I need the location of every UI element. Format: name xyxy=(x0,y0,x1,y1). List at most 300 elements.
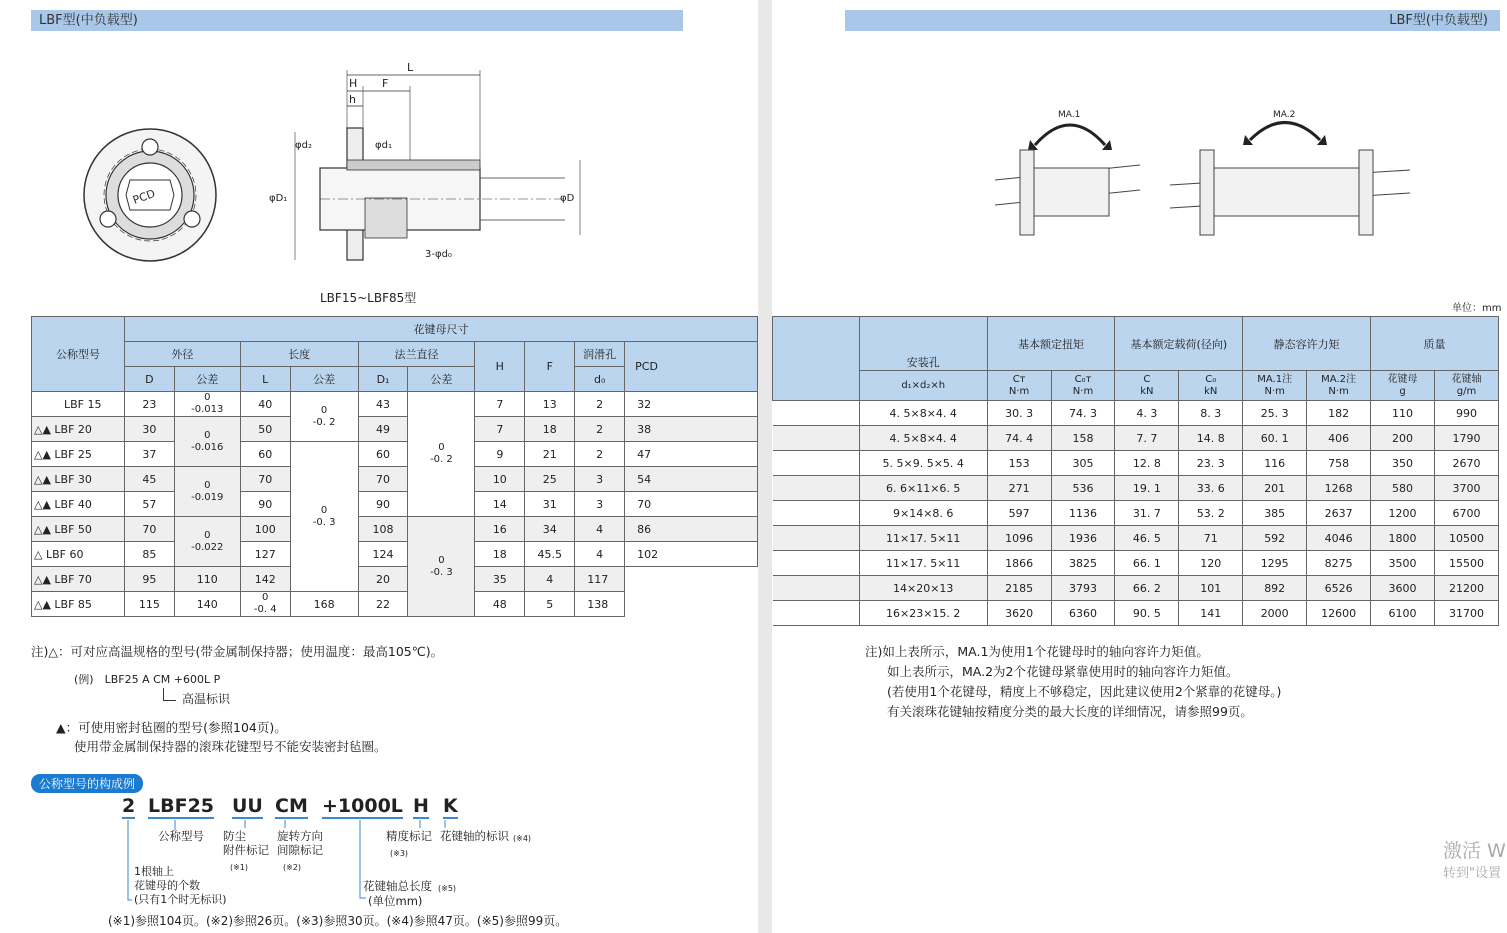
H-cell: 7 xyxy=(475,417,525,442)
value-cell: 3600 xyxy=(1371,576,1435,601)
tolerance-cell xyxy=(408,517,475,617)
table-row xyxy=(32,417,758,442)
table-row xyxy=(773,551,1499,576)
th-H: H xyxy=(475,342,525,392)
dim-H: H xyxy=(349,77,358,90)
PCD-cell: 86 xyxy=(625,517,758,542)
value-cell: 46. 5 xyxy=(1115,526,1179,551)
PCD-cell: 47 xyxy=(625,442,758,467)
table-row xyxy=(32,567,758,592)
d0-cell: 3 xyxy=(575,467,625,492)
tol-lower: -0. 2 xyxy=(430,454,453,465)
part-model: LBF25 xyxy=(148,795,215,817)
value-cell: 200 xyxy=(1371,426,1435,451)
side-section-drawing xyxy=(265,60,595,270)
th-sub-3 xyxy=(1179,371,1243,401)
part-dust: UU xyxy=(232,795,263,817)
d0-cell: 4 xyxy=(575,517,625,542)
part-precision: H xyxy=(413,795,429,817)
value-cell: 1295 xyxy=(1243,551,1307,576)
model-cell: △▲ LBF 40 xyxy=(32,492,125,517)
th-right-blank xyxy=(773,317,860,401)
th-F: F xyxy=(525,342,575,392)
table-row xyxy=(32,442,758,467)
sub-symbol: MA.2注 xyxy=(1321,373,1357,385)
L-cell: 60 xyxy=(240,442,290,467)
table-row xyxy=(773,401,1499,426)
tolerance-cell xyxy=(408,392,475,517)
D-cell: 23 xyxy=(124,392,174,417)
watermark-line2: 转到"设置 xyxy=(1443,866,1501,881)
d0-cell: 3 xyxy=(575,492,625,517)
tol-upper: 0 xyxy=(438,442,445,453)
value-cell: 30. 3 xyxy=(987,401,1051,426)
D1-cell: 49 xyxy=(358,417,408,442)
sub-symbol: 花键轴 xyxy=(1451,373,1482,385)
value-cell: 21200 xyxy=(1434,576,1498,601)
PCD-cell: 138 xyxy=(575,592,625,617)
th-length: 长度 xyxy=(240,342,358,367)
value-cell: 110 xyxy=(1371,401,1435,426)
th-D: D xyxy=(124,367,174,392)
row-spacer xyxy=(773,426,860,451)
annot-shaft-id: 花键轴的标识 xyxy=(440,829,509,843)
value-cell: 2637 xyxy=(1307,501,1371,526)
th-flange: 法兰直径 xyxy=(358,342,475,367)
sub-symbol: 花键母 xyxy=(1387,373,1418,385)
value-cell: 6700 xyxy=(1434,501,1498,526)
part-count: 2 xyxy=(122,795,136,817)
D-cell: 115 xyxy=(124,592,174,617)
D-cell: 45 xyxy=(124,467,174,492)
mount-cell: 6. 6×11×6. 5 xyxy=(859,476,987,501)
value-cell: 33. 6 xyxy=(1179,476,1243,501)
F-cell: 13 xyxy=(525,392,575,417)
H-cell: 18 xyxy=(475,542,525,567)
annot-precision: 精度标记 xyxy=(386,829,432,843)
value-cell: 3620 xyxy=(987,601,1051,626)
tol-upper: 0 xyxy=(438,554,445,566)
PCD-cell: 117 xyxy=(575,567,625,592)
tol-upper: 0 xyxy=(204,529,211,541)
d0-cell: 4 xyxy=(575,542,625,567)
tol-lower: -0.019 xyxy=(191,491,224,503)
F-cell: 21 xyxy=(525,442,575,467)
tol-lower: -0.013 xyxy=(191,404,224,415)
L-cell: 50 xyxy=(240,417,290,442)
PCD-cell: 70 xyxy=(625,492,758,517)
value-cell: 101 xyxy=(1179,576,1243,601)
value-cell: 23. 3 xyxy=(1179,451,1243,476)
model-cell: △▲ LBF 50 xyxy=(32,517,125,542)
D1-cell: 108 xyxy=(358,517,408,542)
model-cell: △▲ LBF 30 xyxy=(32,467,125,492)
value-cell: 31. 7 xyxy=(1115,501,1179,526)
watermark-line1: 激活 W xyxy=(1443,840,1506,862)
note-right-line: (若使用1个花键母，精度上不够稳定，因此建议使用2个紧靠的花键母。) xyxy=(887,684,1282,699)
value-cell: 182 xyxy=(1307,401,1371,426)
d0-cell: 2 xyxy=(575,442,625,467)
tol-lower: -0. 3 xyxy=(430,566,453,578)
H-cell: 20 xyxy=(358,567,408,592)
table-row xyxy=(32,517,758,542)
value-cell: 3825 xyxy=(1051,551,1115,576)
sub-symbol: Cт xyxy=(1012,373,1026,385)
th-mount-sub: d₁×d₂×h xyxy=(859,371,987,401)
annot-length: 花键轴总长度 xyxy=(363,879,432,893)
PCD-cell: 32 xyxy=(625,392,758,417)
tol-lower: -0. 4 xyxy=(253,604,277,615)
th-load: 基本额定载荷(径向) xyxy=(1115,317,1243,371)
L-cell: 140 xyxy=(174,592,240,617)
th-L: L xyxy=(240,367,290,392)
spec-table-right xyxy=(772,316,1499,626)
part-length: +1000L xyxy=(322,795,403,817)
value-cell: 3700 xyxy=(1434,476,1498,501)
table-row xyxy=(773,526,1499,551)
value-cell: 385 xyxy=(1243,501,1307,526)
value-cell: 60. 1 xyxy=(1243,426,1307,451)
value-cell: 141 xyxy=(1179,601,1243,626)
tol-upper: 0 xyxy=(204,429,211,441)
D1-cell: 43 xyxy=(358,392,408,417)
value-cell: 12600 xyxy=(1307,601,1371,626)
value-cell: 1096 xyxy=(987,526,1051,551)
dim-d1: φd₁ xyxy=(375,140,392,151)
row-spacer xyxy=(773,501,860,526)
row-spacer xyxy=(773,601,860,626)
th-sub-6 xyxy=(1371,371,1435,401)
value-cell: 7. 7 xyxy=(1115,426,1179,451)
PCD-cell: 102 xyxy=(625,542,758,567)
annot-length-unit: (单位mm) xyxy=(368,894,423,908)
th-d0: d₀ xyxy=(575,367,625,392)
value-cell: 2670 xyxy=(1434,451,1498,476)
value-cell: 116 xyxy=(1243,451,1307,476)
note-right-line: 如上表所示，MA.2为2个花键母紧靠使用时的轴向容许力矩值。 xyxy=(887,664,1239,679)
row-spacer xyxy=(773,401,860,426)
flange-front-view-drawing xyxy=(80,125,220,265)
value-cell: 406 xyxy=(1307,426,1371,451)
moment-diagram-ma2 xyxy=(1165,100,1415,240)
dim-h: h xyxy=(349,93,356,106)
value-cell: 2185 xyxy=(987,576,1051,601)
tol-lower: -0.022 xyxy=(191,541,224,553)
d0-cell: 4 xyxy=(525,567,575,592)
spec-table-left xyxy=(31,316,758,617)
annot-dust: 防尘 附件标记 xyxy=(223,829,269,857)
tol-lower: -0.016 xyxy=(191,441,224,453)
example-tag: 高温标识 xyxy=(182,692,231,706)
table-row xyxy=(773,501,1499,526)
value-cell: 2000 xyxy=(1243,601,1307,626)
L-cell: 100 xyxy=(240,517,290,542)
F-cell: 45.5 xyxy=(525,542,575,567)
mount-cell: 11×17. 5×11 xyxy=(859,526,987,551)
tolerance-cell xyxy=(174,392,240,417)
value-cell: 350 xyxy=(1371,451,1435,476)
sub-unit: g/m xyxy=(1456,385,1477,397)
value-cell: 31700 xyxy=(1434,601,1498,626)
PCD-cell: 38 xyxy=(625,417,758,442)
value-cell: 19. 1 xyxy=(1115,476,1179,501)
dim-L: L xyxy=(407,61,414,74)
th-tolD1: 公差 xyxy=(408,367,475,392)
row-spacer xyxy=(773,526,860,551)
row-spacer xyxy=(773,551,860,576)
value-cell: 990 xyxy=(1434,401,1498,426)
right-page-header: LBF型(中负载型) xyxy=(845,10,1500,31)
annot-model: 公称型号 xyxy=(158,829,204,843)
unit-label: 单位：mm xyxy=(1452,303,1502,314)
value-cell: 15500 xyxy=(1434,551,1498,576)
value-cell: 1790 xyxy=(1434,426,1498,451)
value-cell: 90. 5 xyxy=(1115,601,1179,626)
value-cell: 1866 xyxy=(987,551,1051,576)
part-rotation: CM xyxy=(275,795,308,817)
th-lube: 润滑孔 xyxy=(575,342,625,367)
value-cell: 74. 3 xyxy=(1051,401,1115,426)
F-cell: 18 xyxy=(525,417,575,442)
th-sub-7 xyxy=(1434,371,1498,401)
value-cell: 6100 xyxy=(1371,601,1435,626)
value-cell: 158 xyxy=(1051,426,1115,451)
F-cell: 34 xyxy=(525,517,575,542)
drawing-caption: LBF15~LBF85型 xyxy=(320,291,417,305)
d0-cell: 2 xyxy=(575,392,625,417)
moment-diagram-ma1 xyxy=(990,100,1150,240)
H-cell: 22 xyxy=(358,592,408,617)
value-cell: 25. 3 xyxy=(1243,401,1307,426)
sub-symbol: C₀ xyxy=(1205,373,1217,385)
dim-d0: 3-φd₀ xyxy=(425,249,452,260)
table-row xyxy=(32,492,758,517)
annot-length-ref: (※5) xyxy=(438,884,457,893)
annot-rotation: 旋转方向 间隙标记 xyxy=(277,829,323,857)
value-cell: 892 xyxy=(1243,576,1307,601)
value-cell: 53. 2 xyxy=(1179,501,1243,526)
value-cell: 3500 xyxy=(1371,551,1435,576)
table-row xyxy=(773,476,1499,501)
th-tolL: 公差 xyxy=(290,367,358,392)
D1-cell: 60 xyxy=(358,442,408,467)
annot-precision-ref: (※3) xyxy=(390,849,409,858)
value-cell: 4. 3 xyxy=(1115,401,1179,426)
th-model: 公称型号 xyxy=(32,317,125,392)
th-static: 静态容许力矩 xyxy=(1243,317,1371,371)
tol-upper: 0 xyxy=(204,392,211,403)
value-cell: 580 xyxy=(1371,476,1435,501)
sub-unit: kN xyxy=(1204,385,1218,397)
model-cell: △▲ LBF 25 xyxy=(32,442,125,467)
D-cell: 85 xyxy=(124,542,174,567)
value-cell: 74. 4 xyxy=(987,426,1051,451)
L-cell: 110 xyxy=(174,567,240,592)
th-sub-0 xyxy=(987,371,1051,401)
D1-cell: 70 xyxy=(358,467,408,492)
value-cell: 1936 xyxy=(1051,526,1115,551)
annot-dust-ref: (※1) xyxy=(230,863,249,872)
mount-cell: 4. 5×8×4. 4 xyxy=(859,426,987,451)
left-page-header: LBF型(中负载型) xyxy=(31,10,683,31)
value-cell: 6360 xyxy=(1051,601,1115,626)
composition-refs: (※1)参照104页。(※2)参照26页。(※3)参照30页。(※4)参照47页。(※5)参照99页。 xyxy=(108,914,568,928)
th-D1: D₁ xyxy=(358,367,408,392)
d0-cell: 2 xyxy=(575,417,625,442)
pcd-label: PCD xyxy=(131,186,157,207)
L-cell: 90 xyxy=(240,492,290,517)
value-cell: 1136 xyxy=(1051,501,1115,526)
H-cell: 16 xyxy=(475,517,525,542)
F-cell: 25 xyxy=(525,467,575,492)
mount-cell: 16×23×15. 2 xyxy=(859,601,987,626)
tolerance-cell xyxy=(174,417,240,467)
D-cell: 70 xyxy=(124,517,174,542)
part-shaft-id: K xyxy=(443,795,458,817)
table-row xyxy=(32,542,758,567)
row-spacer xyxy=(773,576,860,601)
dim-D: φD xyxy=(560,193,575,204)
D-cell: 30 xyxy=(124,417,174,442)
example-bracket xyxy=(163,688,176,701)
page-gutter xyxy=(758,0,772,933)
tolerance-cell xyxy=(174,517,240,567)
model-cell: △▲ LBF 85 xyxy=(32,592,125,617)
mount-cell: 5. 5×9. 5×5. 4 xyxy=(859,451,987,476)
sub-unit: N·m xyxy=(1264,385,1285,397)
model-cell: △▲ LBF 70 xyxy=(32,567,125,592)
L-cell: 127 xyxy=(240,542,290,567)
value-cell: 8275 xyxy=(1307,551,1371,576)
th-outer: 外径 xyxy=(124,342,240,367)
tolerance-cell xyxy=(240,592,290,617)
ma1-label: MA.1 xyxy=(1058,110,1081,120)
model-cell: LBF 15 xyxy=(32,392,125,417)
H-cell: 14 xyxy=(475,492,525,517)
model-cell: △▲ LBF 20 xyxy=(32,417,125,442)
mount-cell: 4. 5×8×4. 4 xyxy=(859,401,987,426)
th-size: 花键母尺寸 xyxy=(124,317,757,342)
th-sub-2 xyxy=(1115,371,1179,401)
tolerance-cell xyxy=(174,467,240,517)
th-PCD: PCD xyxy=(625,342,758,392)
L-cell: 40 xyxy=(240,392,290,417)
note-high-temp: 注)△：可对应高温规格的型号(带金属制保持器；使用温度：最高105℃)。 xyxy=(31,644,444,659)
annot-rotation-ref: (※2) xyxy=(283,863,302,872)
value-cell: 536 xyxy=(1051,476,1115,501)
value-cell: 271 xyxy=(987,476,1051,501)
table-row xyxy=(773,601,1499,626)
value-cell: 66. 2 xyxy=(1115,576,1179,601)
dim-F: F xyxy=(382,77,389,90)
value-cell: 153 xyxy=(987,451,1051,476)
table-row xyxy=(773,451,1499,476)
d0-cell: 5 xyxy=(525,592,575,617)
value-cell: 8. 3 xyxy=(1179,401,1243,426)
value-cell: 120 xyxy=(1179,551,1243,576)
value-cell: 305 xyxy=(1051,451,1115,476)
th-sub-1 xyxy=(1051,371,1115,401)
sub-unit: N·m xyxy=(1008,385,1030,397)
D-cell: 95 xyxy=(124,567,174,592)
F-cell: 35 xyxy=(475,567,525,592)
tol-lower: -0. 3 xyxy=(312,516,336,528)
value-cell: 1200 xyxy=(1371,501,1435,526)
table-row xyxy=(32,467,758,492)
value-cell: 66. 1 xyxy=(1115,551,1179,576)
H-cell: 7 xyxy=(475,392,525,417)
mount-cell: 9×14×8. 6 xyxy=(859,501,987,526)
note-seal-2: 使用带金属制保持器的滚珠花键型号不能安装密封毡圈。 xyxy=(74,739,387,754)
table-row xyxy=(773,426,1499,451)
D-cell: 37 xyxy=(124,442,174,467)
value-cell: 1800 xyxy=(1371,526,1435,551)
example-code: (例) LBF25 A CM +600L P xyxy=(74,673,221,686)
value-cell: 597 xyxy=(987,501,1051,526)
sub-symbol: C₀т xyxy=(1074,373,1092,385)
value-cell: 10500 xyxy=(1434,526,1498,551)
sub-symbol: MA.1注 xyxy=(1257,373,1293,385)
annot-shaft-id-ref: (※4) xyxy=(513,834,532,843)
mount-cell: 11×17. 5×11 xyxy=(859,551,987,576)
D1-cell: 90 xyxy=(358,492,408,517)
th-sub-5 xyxy=(1307,371,1371,401)
D1-cell: 124 xyxy=(358,542,408,567)
value-cell: 201 xyxy=(1243,476,1307,501)
H-cell: 9 xyxy=(475,442,525,467)
L-cell: 70 xyxy=(240,467,290,492)
H-cell: 10 xyxy=(475,467,525,492)
value-cell: 71 xyxy=(1179,526,1243,551)
sub-symbol: C xyxy=(1143,373,1151,385)
D1-cell: 168 xyxy=(290,592,358,617)
tol-upper: 0 xyxy=(320,504,328,516)
value-cell: 6526 xyxy=(1307,576,1371,601)
composition-badge: 公称型号的构成例 xyxy=(31,774,143,793)
D-cell: 57 xyxy=(124,492,174,517)
sub-unit: N·m xyxy=(1072,385,1094,397)
dim-D1: φD₁ xyxy=(269,193,288,204)
table-row xyxy=(32,392,758,417)
dim-d2: φd₂ xyxy=(295,140,312,151)
tolerance-cell xyxy=(290,392,358,442)
tol-upper: 0 xyxy=(320,404,328,416)
value-cell: 1268 xyxy=(1307,476,1371,501)
value-cell: 3793 xyxy=(1051,576,1115,601)
th-sub-4 xyxy=(1243,371,1307,401)
D1-cell: 142 xyxy=(240,567,290,592)
row-spacer xyxy=(773,451,860,476)
F-cell: 31 xyxy=(525,492,575,517)
value-cell: 4046 xyxy=(1307,526,1371,551)
note-right-line: 注)如上表所示，MA.1为使用1个花键母时的轴向容许力矩值。 xyxy=(865,644,1209,659)
table-row xyxy=(32,592,758,617)
mount-cell: 14×20×13 xyxy=(859,576,987,601)
model-cell: △ LBF 60 xyxy=(32,542,125,567)
tol-lower: -0. 2 xyxy=(312,416,336,428)
table-row xyxy=(773,576,1499,601)
th-mass: 质量 xyxy=(1371,317,1499,371)
th-torque: 基本额定扭矩 xyxy=(987,317,1115,371)
th-tolD: 公差 xyxy=(174,367,240,392)
note-seal: ▲：可使用密封毡圈的型号(参照104页)。 xyxy=(56,720,287,735)
value-cell: 592 xyxy=(1243,526,1307,551)
annot-count: 1根轴上 花键母的个数 (只有1个时无标识) xyxy=(134,865,227,906)
sub-unit: g xyxy=(1399,385,1406,397)
value-cell: 758 xyxy=(1307,451,1371,476)
sub-unit: kN xyxy=(1140,385,1154,397)
F-cell: 48 xyxy=(475,592,525,617)
